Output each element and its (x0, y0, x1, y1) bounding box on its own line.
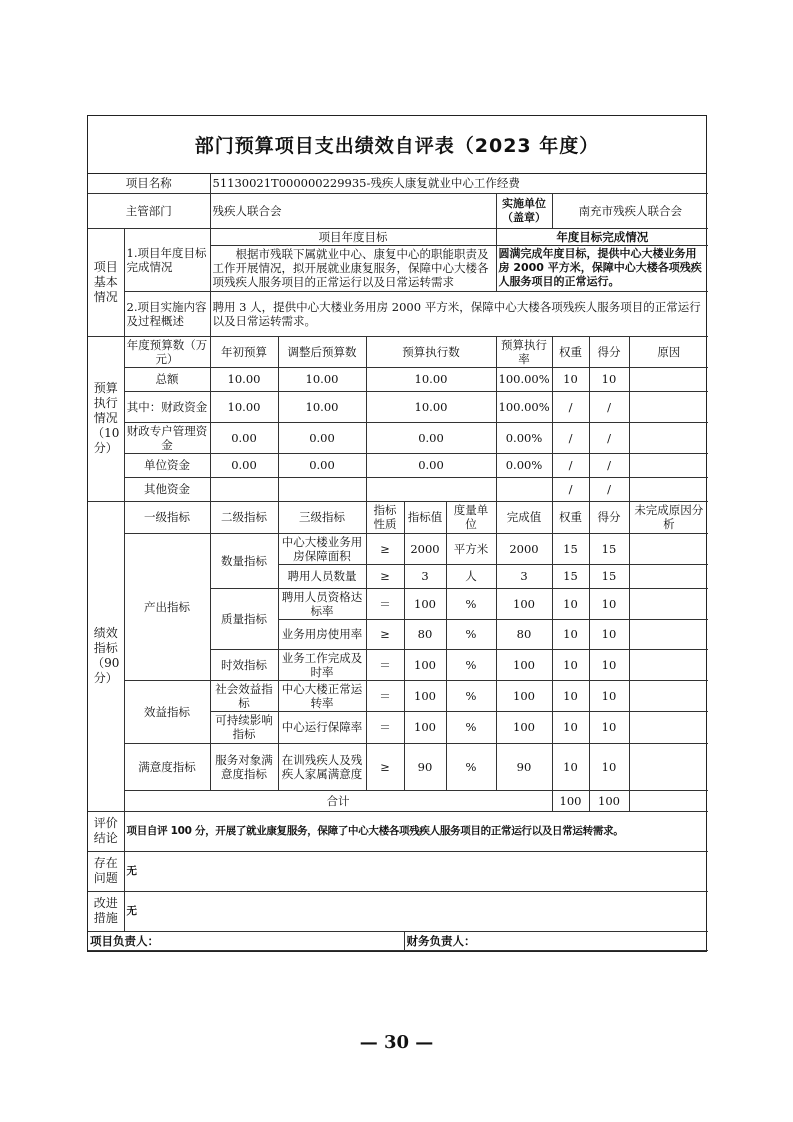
indicator-weight: 10 (552, 588, 589, 619)
project-leader-signature: 项目负责人： (88, 931, 404, 950)
budget-executed: 0.00 (366, 422, 496, 453)
perf-header-score: 得分 (589, 501, 629, 533)
indicator-score: 15 (589, 564, 629, 588)
indicator-score: 10 (589, 743, 629, 790)
form-title: 部门预算项目支出绩效自评表（2023 年度） (88, 116, 706, 174)
indicator-nature: ＝ (366, 649, 404, 680)
budget-executed: 10.00 (366, 367, 496, 391)
indicator-reason (629, 588, 708, 619)
issues-label: 存在问题 (88, 851, 124, 891)
indicator-done: 100 (496, 588, 552, 619)
completion-header: 年度目标完成情况 (496, 228, 708, 245)
indicator-value: 100 (404, 649, 446, 680)
goal-header: 项目年度目标 (210, 228, 496, 245)
level3-indicator: 中心大楼正常运转率 (278, 680, 366, 711)
implementation-text: 聘用 3 人，提供中心大楼业务用房 2000 平方米，保障中心大楼各项残疾人服务项目的正常运行以及日常运转需求。 (210, 291, 708, 336)
perf-header-target: 指标值 (404, 501, 446, 533)
budget-initial: 0.00 (210, 453, 278, 477)
budget-rate: 100.00% (496, 391, 552, 422)
perf-header-nature: 指标性质 (366, 501, 404, 533)
level3-indicator: 聘用人员资格达标率 (278, 588, 366, 619)
level3-indicator: 在训残疾人及残疾人家属满意度 (278, 743, 366, 790)
indicator-unit: % (446, 680, 496, 711)
indicator-nature: ＝ (366, 588, 404, 619)
level1-benefit: 效益指标 (124, 680, 210, 743)
indicator-row (88, 533, 708, 564)
conclusion-label: 评价结论 (88, 811, 124, 851)
indicator-weight: 10 (552, 649, 589, 680)
indicator-score: 10 (589, 711, 629, 743)
perf-header-reason: 未完成原因分析 (629, 501, 708, 533)
indicator-weight: 10 (552, 743, 589, 790)
indicator-reason (629, 711, 708, 743)
budget-row (88, 367, 708, 391)
issues-text: 无 (124, 851, 708, 891)
measures-label: 改进措施 (88, 891, 124, 931)
perf-header-weight: 权重 (552, 501, 589, 533)
indicator-reason (629, 564, 708, 588)
indicator-unit: % (446, 743, 496, 790)
budget-weight: / (552, 422, 589, 453)
perf-header-done: 完成值 (496, 501, 552, 533)
total-weight: 100 (552, 790, 589, 811)
budget-rate (496, 477, 552, 501)
indicator-value: 2000 (404, 533, 446, 564)
budget-row (88, 477, 708, 501)
indicator-nature: ＝ (366, 711, 404, 743)
budget-weight: 10 (552, 367, 589, 391)
budget-reason (629, 453, 708, 477)
budget-score: 10 (589, 367, 629, 391)
budget-header-category: 年度预算数（万元） (124, 336, 210, 367)
budget-adjusted (278, 477, 366, 501)
budget-reason (629, 477, 708, 501)
indicator-done: 80 (496, 619, 552, 649)
evaluation-table (88, 174, 708, 951)
budget-score: / (589, 453, 629, 477)
budget-header-adjusted: 调整后预算数 (278, 336, 366, 367)
level3-indicator: 中心大楼业务用房保障面积 (278, 533, 366, 564)
indicator-nature: ≥ (366, 619, 404, 649)
implementation-label: 2.项目实施内容及过程概述 (124, 291, 210, 336)
indicator-unit: 平方米 (446, 533, 496, 564)
budget-row (88, 422, 708, 453)
indicator-weight: 15 (552, 564, 589, 588)
budget-adjusted: 0.00 (278, 453, 366, 477)
level2-quantity: 数量指标 (210, 533, 278, 588)
level2-satisfaction: 服务对象满意度指标 (210, 743, 278, 790)
indicator-reason (629, 649, 708, 680)
budget-row-name: 其他资金 (124, 477, 210, 501)
indicator-unit: % (446, 619, 496, 649)
budget-row-name: 单位资金 (124, 453, 210, 477)
indicator-value: 90 (404, 743, 446, 790)
indicator-weight: 10 (552, 619, 589, 649)
goal-completion-label: 1.项目年度目标完成情况 (124, 228, 210, 291)
budget-adjusted: 0.00 (278, 422, 366, 453)
level2-social-benefit: 社会效益指标 (210, 680, 278, 711)
performance-section-label: 绩效指标（90分） (88, 501, 124, 811)
budget-reason (629, 391, 708, 422)
indicator-reason (629, 680, 708, 711)
perf-header-unit: 度量单位 (446, 501, 496, 533)
indicator-weight: 10 (552, 711, 589, 743)
budget-weight: / (552, 477, 589, 501)
level2-timeliness: 时效指标 (210, 649, 278, 680)
budget-executed (366, 477, 496, 501)
budget-score: / (589, 422, 629, 453)
budget-executed: 0.00 (366, 453, 496, 477)
measures-text: 无 (124, 891, 708, 931)
budget-header-initial: 年初预算 (210, 336, 278, 367)
budget-adjusted: 10.00 (278, 391, 366, 422)
indicator-reason (629, 619, 708, 649)
level2-quality: 质量指标 (210, 588, 278, 649)
budget-header-weight: 权重 (552, 336, 589, 367)
budget-row-name: 财政专户管理资金 (124, 422, 210, 453)
dept-value: 残疾人联合会 (210, 193, 496, 228)
budget-row (88, 453, 708, 477)
indicator-nature: ≥ (366, 533, 404, 564)
budget-initial: 0.00 (210, 422, 278, 453)
budget-adjusted: 10.00 (278, 367, 366, 391)
indicator-score: 10 (589, 649, 629, 680)
indicator-weight: 15 (552, 533, 589, 564)
level3-indicator: 中心运行保障率 (278, 711, 366, 743)
budget-section-label: 预算执行情况（10分） (88, 336, 124, 501)
indicator-score: 15 (589, 533, 629, 564)
budget-executed: 10.00 (366, 391, 496, 422)
level1-output: 产出指标 (124, 533, 210, 680)
level3-indicator: 业务工作完成及时率 (278, 649, 366, 680)
page-number: — 30 — (359, 1032, 434, 1053)
budget-initial: 10.00 (210, 391, 278, 422)
indicator-done: 100 (496, 680, 552, 711)
indicator-nature: ≥ (366, 564, 404, 588)
project-name-label: 项目名称 (88, 174, 210, 193)
total-reason (629, 790, 708, 811)
indicator-value: 100 (404, 588, 446, 619)
indicator-unit: % (446, 588, 496, 619)
budget-weight: / (552, 453, 589, 477)
budget-row-name: 其中：财政资金 (124, 391, 210, 422)
budget-score: / (589, 391, 629, 422)
impl-unit-value: 南充市残疾人联合会 (552, 193, 708, 228)
indicator-unit: % (446, 711, 496, 743)
indicator-done: 3 (496, 564, 552, 588)
indicator-value: 3 (404, 564, 446, 588)
indicator-weight: 10 (552, 680, 589, 711)
indicator-unit: % (446, 649, 496, 680)
level1-satisfaction: 满意度指标 (124, 743, 210, 790)
level2-sustainable: 可持续影响指标 (210, 711, 278, 743)
budget-header-score: 得分 (589, 336, 629, 367)
perf-header-level2: 二级指标 (210, 501, 278, 533)
budget-weight: / (552, 391, 589, 422)
budget-row-name: 总额 (124, 367, 210, 391)
budget-rate: 0.00% (496, 422, 552, 453)
finance-leader-signature: 财务负责人： (404, 931, 708, 950)
indicator-done: 100 (496, 649, 552, 680)
indicator-reason (629, 533, 708, 564)
total-label: 合计 (124, 790, 552, 811)
budget-rate: 100.00% (496, 367, 552, 391)
budget-reason (629, 422, 708, 453)
budget-row (88, 391, 708, 422)
indicator-reason (629, 743, 708, 790)
indicator-row (88, 680, 708, 711)
conclusion-text: 项目自评 100 分，开展了就业康复服务，保障了中心大楼各项残疾人服务项目的正常运行以及日常运转需求。 (124, 811, 708, 851)
budget-header-rate: 预算执行率 (496, 336, 552, 367)
indicator-score: 10 (589, 588, 629, 619)
indicator-done: 100 (496, 711, 552, 743)
budget-header-reason: 原因 (629, 336, 708, 367)
budget-header-executed: 预算执行数 (366, 336, 496, 367)
budget-score: / (589, 477, 629, 501)
indicator-done: 90 (496, 743, 552, 790)
budget-reason (629, 367, 708, 391)
annual-goal-text: 根据市残联下属就业中心、康复中心的职能职责及工作开展情况，拟开展就业康复服务，保障中心大楼各项残疾人服务项目的正常运行以及日常运转需求 (210, 245, 496, 291)
indicator-value: 80 (404, 619, 446, 649)
indicator-nature: ≥ (366, 743, 404, 790)
budget-initial (210, 477, 278, 501)
budget-rate: 0.00% (496, 453, 552, 477)
indicator-score: 10 (589, 680, 629, 711)
impl-unit-label: 实施单位（盖章） (496, 193, 552, 228)
completion-text: 圆满完成年度目标，提供中心大楼业务用房 2000 平方米，保障中心大楼各项残疾人服务项目的正常运行。 (496, 245, 708, 291)
indicator-value: 100 (404, 711, 446, 743)
indicator-value: 100 (404, 680, 446, 711)
budget-initial: 10.00 (210, 367, 278, 391)
level3-indicator: 业务用房使用率 (278, 619, 366, 649)
project-name-value: 51130021T000000229935-残疾人康复就业中心工作经费 (210, 174, 708, 193)
indicator-nature: ＝ (366, 680, 404, 711)
basic-section-label: 项目基本情况 (88, 228, 124, 336)
dept-label: 主管部门 (88, 193, 210, 228)
indicator-done: 2000 (496, 533, 552, 564)
self-evaluation-form (87, 115, 707, 952)
indicator-score: 10 (589, 619, 629, 649)
perf-header-level1: 一级指标 (124, 501, 210, 533)
total-score: 100 (589, 790, 629, 811)
indicator-row (88, 743, 708, 790)
perf-header-level3: 三级指标 (278, 501, 366, 533)
level3-indicator: 聘用人员数量 (278, 564, 366, 588)
indicator-unit: 人 (446, 564, 496, 588)
